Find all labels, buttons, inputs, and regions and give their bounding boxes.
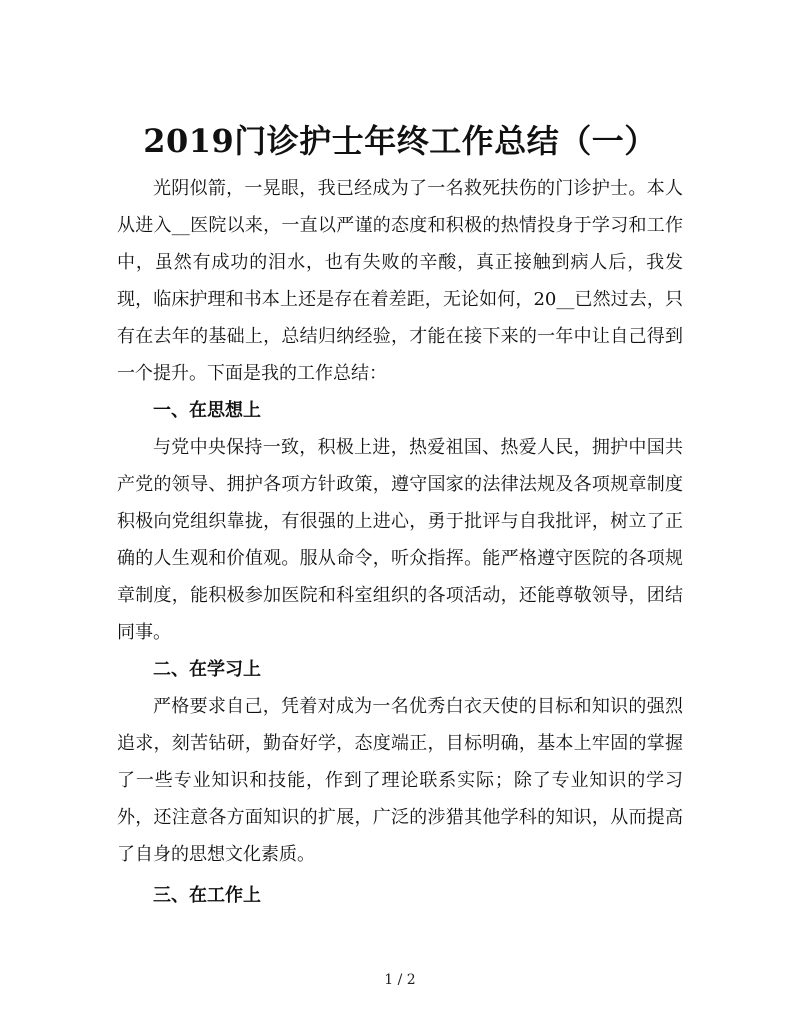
- section-body-thought: 与党中央保持一致，积极上进，热爱祖国、热爱人民，拥护中国共产党的领导、拥护各项方针政策，遵守国家的法律法规及各项规章制度积极向党组织靠拢，有很强的上进心，勇于批评与自我批评，树立了正确的人生观和价值观。服从命令，听众指挥。能严格遵守医院的各项规章制度，能积极参加医院和科室组织的各项活动，还能尊敬领导，团结同事。: [117, 437, 683, 643]
- page-number: 1 / 2: [384, 972, 416, 988]
- page-title: 2019门诊护士年终工作总结（一）: [143, 122, 657, 161]
- intro-paragraph: 光阴似箭，一晃眼，我已经成为了一名救死扶伤的门诊护士。本人从进入__医院以来，一直以严谨的态度和积极的热情投身于学习和工作中，虽然有成功的泪水，也有失败的辛酸，真正接触到病人后，我发现，临床护理和书本上还是存在着差距，无论如何，20__已然过去，只有在去年的基础上，总结归纳经验，才能在接下来的一年中让自己得到一个提升。下面是我的工作总结：: [117, 178, 683, 384]
- document-body: [117, 170, 683, 914]
- section-heading-thought: 一、在思想上: [153, 400, 261, 421]
- section-heading-study: 二、在学习上: [153, 659, 261, 680]
- section-body-study: 严格要求自己，凭着对成为一名优秀白衣天使的目标和知识的强烈追求，刻苦钻研，勤奋好学，态度端正，目标明确，基本上牢固的掌握了一些专业知识和技能，作到了理论联系实际；除了专业知识的学习外，还注意各方面知识的扩展，广泛的涉猎其他学科的知识，从而提高了自身的思想文化素质。: [117, 696, 683, 865]
- section-heading-work: 三、在工作上: [153, 885, 261, 906]
